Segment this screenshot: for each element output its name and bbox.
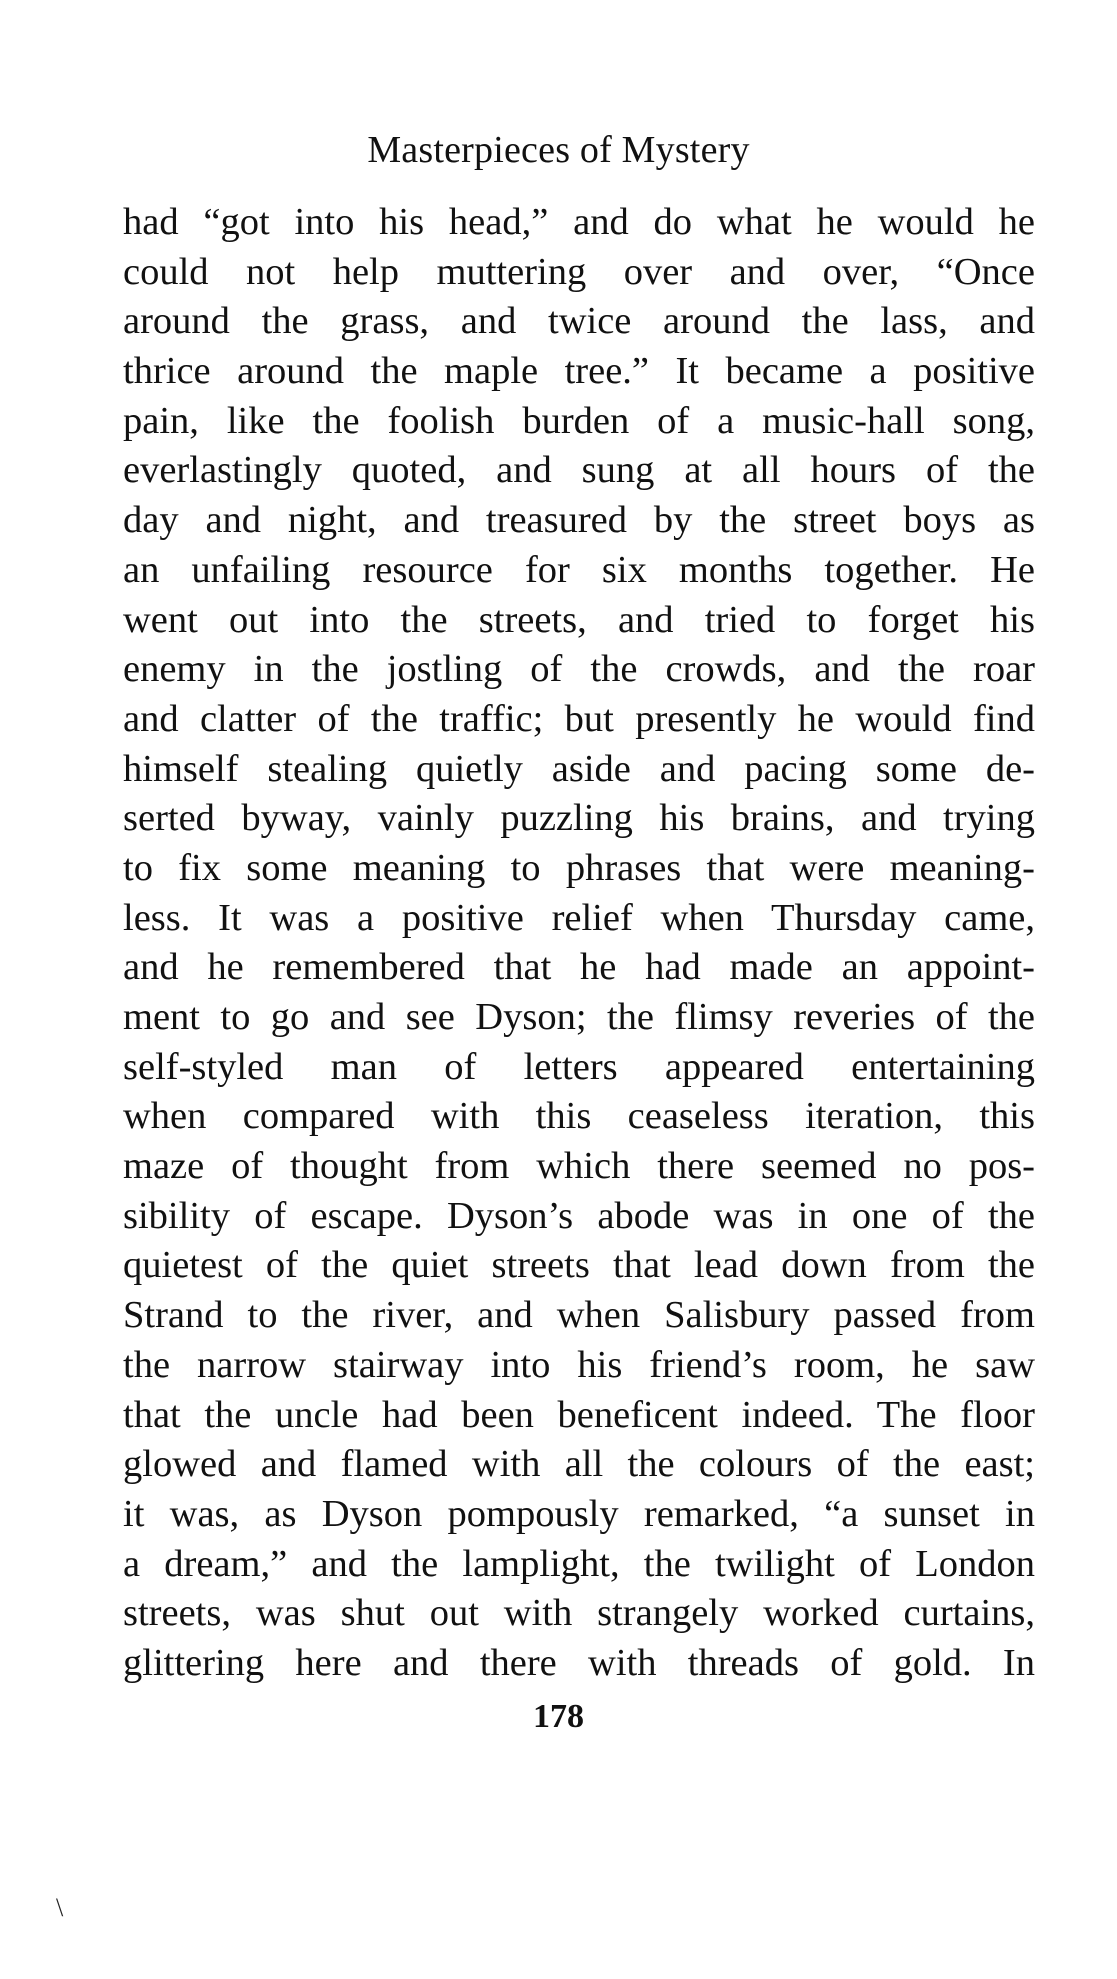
- text-line: an unfailing resource for six months together. He: [123, 548, 1035, 591]
- text-line: day and night, and treasured by the street boys as: [123, 499, 1035, 542]
- text-line: it was, as Dyson pompously remarked, “a sunset in: [123, 1492, 1035, 1535]
- page-number: 178: [533, 1698, 584, 1735]
- text-line: streets, was shut out with strangely worked curtains,: [123, 1592, 1035, 1635]
- text-line: and clatter of the traffic; but presently he would find: [123, 697, 1035, 740]
- stray-mark: \: [56, 1893, 64, 1922]
- text-line: a dream,” and the lamplight, the twilight of London: [123, 1542, 1035, 1585]
- text-line: sibility of escape. Dyson’s abode was in one of the: [123, 1194, 1035, 1237]
- text-line: had “got into his head,” and do what he would he: [123, 201, 1035, 243]
- text-line: thrice around the maple tree.” It became a positive: [123, 350, 1035, 393]
- text-line: maze of thought from which there seemed no pos-: [123, 1145, 1035, 1188]
- text-line: pain, like the foolish burden of a music-hall song,: [123, 399, 1035, 442]
- text-line: that the uncle had been beneficent indeed. The floor: [123, 1393, 1035, 1436]
- text-line: went out into the streets, and tried to forget his: [123, 598, 1035, 641]
- text-line: glittering here and there with threads of gold. In: [123, 1641, 1035, 1684]
- running-head: Masterpieces of Mystery: [367, 129, 750, 171]
- text-line: could not help muttering over and over, “Once: [123, 250, 1035, 293]
- text-line: to fix some meaning to phrases that were meaning-: [123, 846, 1035, 889]
- text-line: everlastingly quoted, and sung at all hours of the: [123, 449, 1035, 492]
- text-line: around the grass, and twice around the lass, and: [123, 300, 1035, 343]
- text-line: self-styled man of letters appeared entertaining: [123, 1045, 1035, 1088]
- text-line: Strand to the river, and when Salisbury passed from: [123, 1294, 1035, 1337]
- text-line: the narrow stairway into his friend’s room, he saw: [123, 1343, 1035, 1386]
- text-line: ment to go and see Dyson; the flimsy reveries of the: [123, 996, 1035, 1038]
- text-line: quietest of the quiet streets that lead down from the: [123, 1244, 1035, 1287]
- text-line: and he remembered that he had made an appoint-: [123, 946, 1035, 989]
- text-line: when compared with this ceaseless iteration, this: [123, 1095, 1035, 1138]
- text-line: less. It was a positive relief when Thursday came,: [123, 896, 1035, 939]
- text-line: serted byway, vainly puzzling his brains, and trying: [123, 797, 1035, 840]
- text-line: glowed and flamed with all the colours of the east;: [123, 1443, 1035, 1486]
- text-line: himself stealing quietly aside and pacing some de-: [123, 747, 1035, 790]
- text-line: enemy in the jostling of the crowds, and the roar: [123, 648, 1035, 691]
- body-text: [123, 198, 1035, 1689]
